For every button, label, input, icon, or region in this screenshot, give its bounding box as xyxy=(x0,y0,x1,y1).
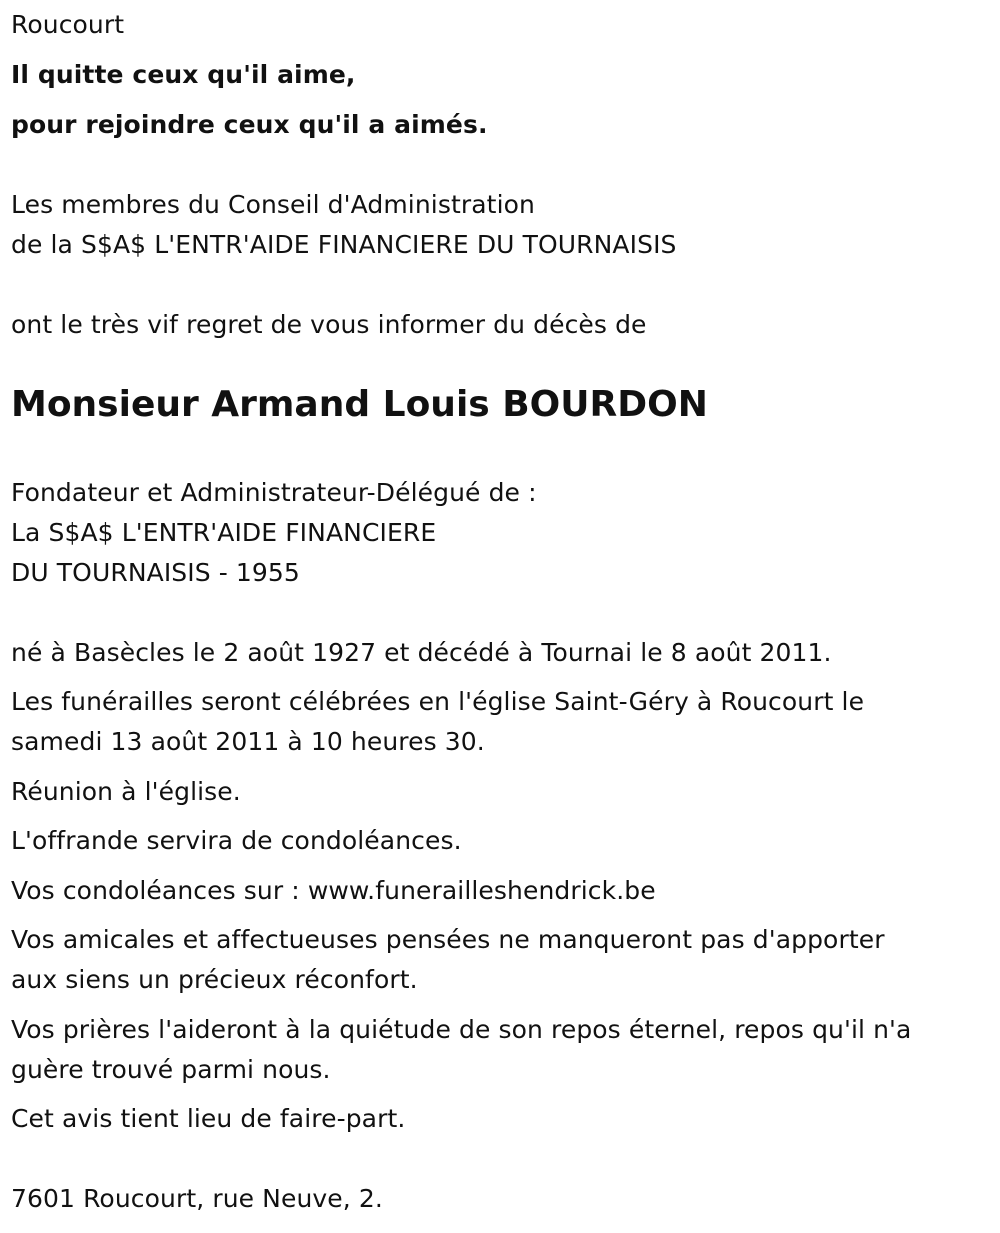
epigraph-line-2: pour rejoindre ceux qu'il a aimés. xyxy=(11,110,488,139)
deceased-name: Monsieur Armand Louis BOURDON xyxy=(11,384,708,425)
role-line-3: DU TOURNAISIS - 1955 xyxy=(11,558,300,587)
role-line-2: La S$A$ L'ENTR'AIDE FINANCIERE xyxy=(11,518,437,547)
birth-death-text: né à Basècles le 2 août 1927 et décédé à Tournai le 8 août 2011. xyxy=(11,638,832,667)
closing-text: Cet avis tient lieu de faire-part. xyxy=(11,1104,406,1133)
condolences-text: Vos condoléances sur : www.funerailleshendrick.be xyxy=(11,876,656,905)
offering-text: L'offrande servira de condoléances. xyxy=(11,826,462,855)
funeral-line-2: samedi 13 août 2011 à 10 heures 30. xyxy=(11,727,485,756)
intro-text: ont le très vif regret de vous informer du décès de xyxy=(11,310,647,339)
thoughts-line-1: Vos amicales et affectueuses pensées ne manqueront pas d'apporter xyxy=(11,925,885,954)
announcers-line-2: de la S$A$ L'ENTR'AIDE FINANCIERE DU TOURNAISIS xyxy=(11,230,677,259)
announcers-line-1: Les membres du Conseil d'Administration xyxy=(11,190,535,219)
thoughts-line-2: aux siens un précieux réconfort. xyxy=(11,965,418,994)
funeral-line-1: Les funérailles seront célébrées en l'église Saint-Géry à Roucourt le xyxy=(11,687,865,716)
meeting-text: Réunion à l'église. xyxy=(11,777,241,806)
epigraph-line-1: Il quitte ceux qu'il aime, xyxy=(11,60,356,89)
role-line-1: Fondateur et Administrateur-Délégué de : xyxy=(11,478,537,507)
location-header: Roucourt xyxy=(11,10,125,39)
prayers-line-1: Vos prières l'aideront à la quiétude de son repos éternel, repos qu'il n'a xyxy=(11,1015,912,1044)
address-text: 7601 Roucourt, rue Neuve, 2. xyxy=(11,1184,383,1213)
prayers-line-2: guère trouvé parmi nous. xyxy=(11,1055,331,1084)
